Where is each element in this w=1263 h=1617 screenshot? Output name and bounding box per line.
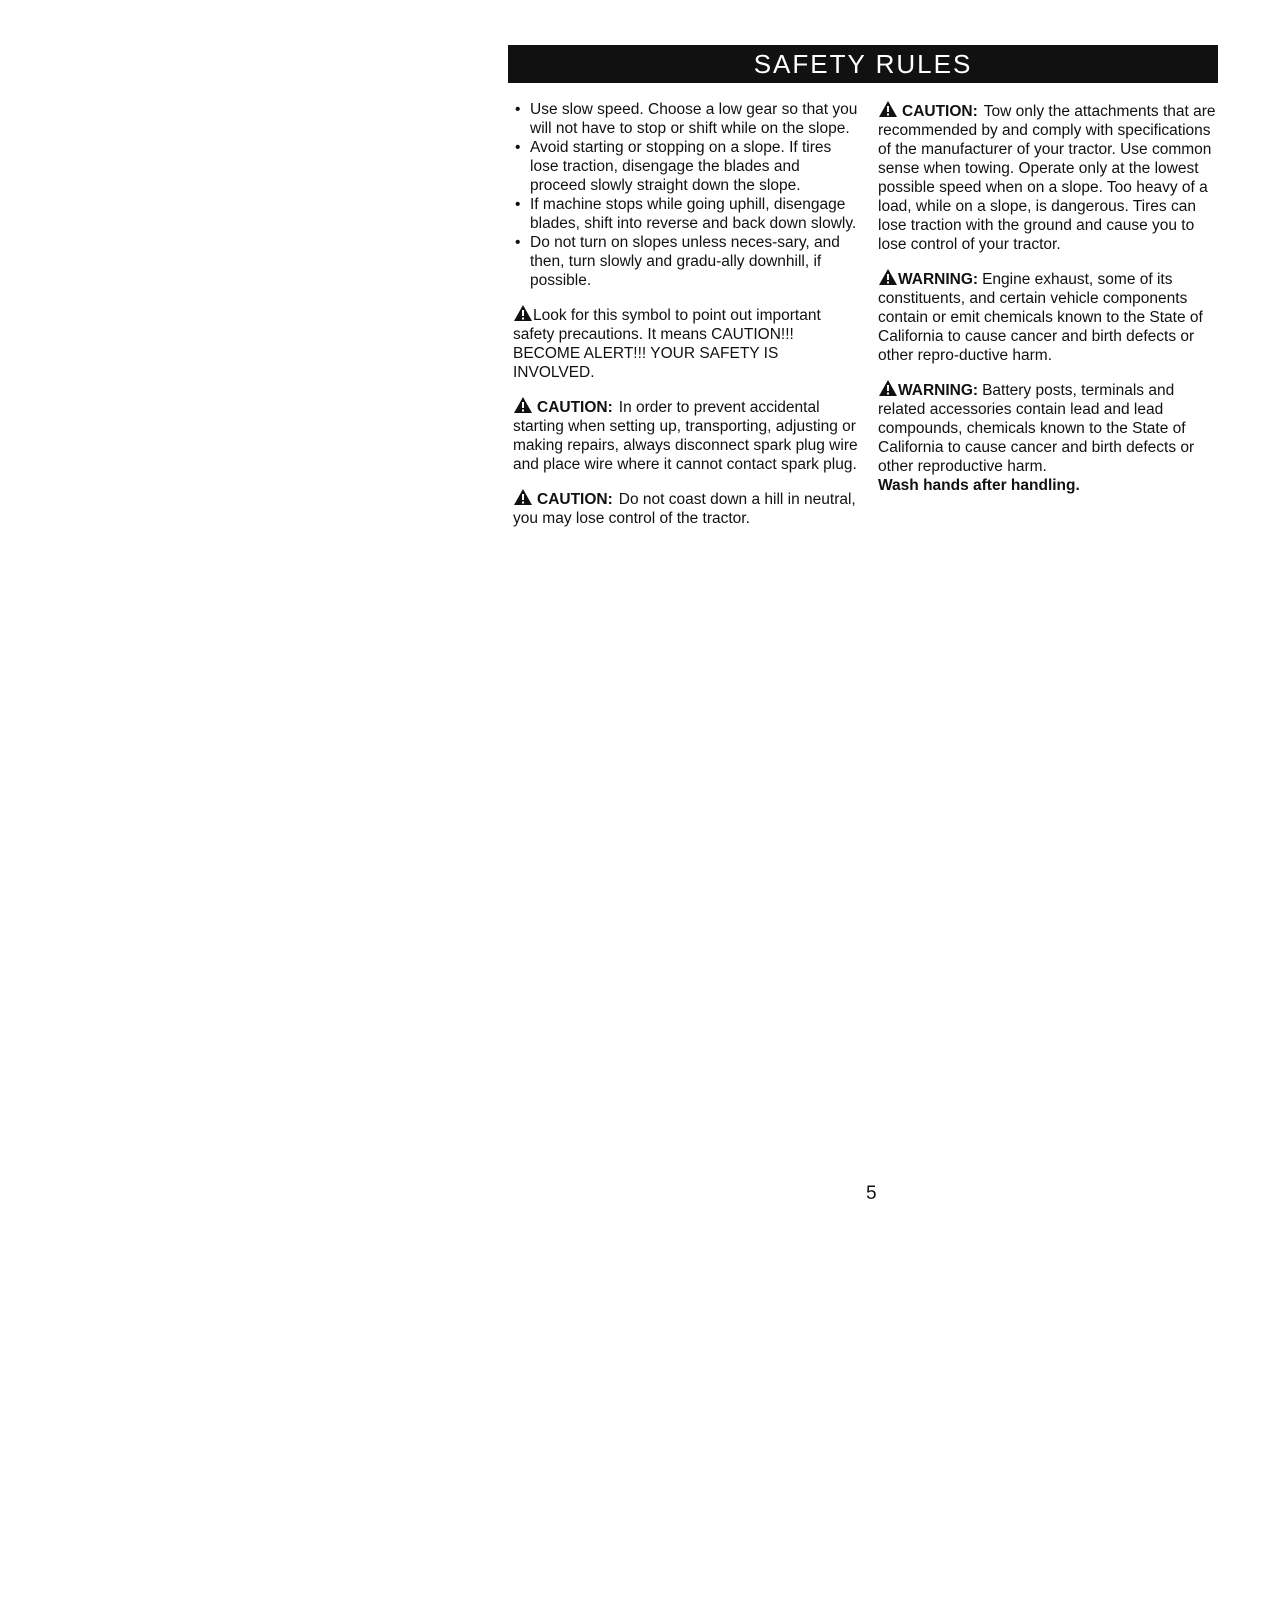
caution-label: CAUTION: bbox=[537, 491, 613, 508]
list-item: • Use slow speed. Choose a low gear so that you will not have to stop or shift while on the slope. bbox=[513, 100, 858, 138]
symbol-note-text: Look for this symbol to point out important safety precautions. It means CAUTION!!! BECOME ALERT!!! YOUR SAFETY IS INVOLVED. bbox=[513, 307, 821, 381]
safety-alert-triangle-icon bbox=[878, 379, 898, 397]
caution-coast-block bbox=[513, 488, 858, 528]
slope-rules-list bbox=[513, 100, 858, 290]
page-number: 5 bbox=[866, 1183, 877, 1204]
caution-text: Tow only the attachments that are recommended by and comply with specifications of the manufacturer of your tractor. Use common sense when towing. Operate only at the lowest possible speed when on a slope. Too heavy of a load, while on a slope, is dangerous. Tires can lose traction with the ground and cause you to lose control of your tractor. bbox=[878, 103, 1216, 253]
caution-label: CAUTION: bbox=[537, 399, 613, 416]
list-item: • If machine stops while going uphill, disengage blades, shift into reverse and back down slowly. bbox=[513, 195, 858, 233]
warning-text: Engine exhaust, some of its constituents, and certain vehicle components contain or emit chemicals known to the State of California to cause cancer and birth defects or other repro-ductive harm. bbox=[878, 271, 1203, 364]
warning-text: Battery posts, terminals and related accessories contain lead and lead compounds, chemicals known to the State of California to cause cancer and birth defects or other reproductive harm. bbox=[878, 382, 1195, 475]
caution-towing-block bbox=[878, 100, 1218, 254]
wash-hands-note: Wash hands after handling. bbox=[878, 477, 1080, 494]
section-header bbox=[508, 45, 1218, 83]
list-item: • Avoid starting or stopping on a slope. If tires lose traction, disengage the blades and proceed slowly straight down the slope. bbox=[513, 138, 858, 195]
caution-text: In order to prevent accidental starting when setting up, transporting, adjusting or making repairs, always disconnect spark plug wire and place wire where it cannot contact spark plug. bbox=[513, 399, 858, 473]
caution-setup-block bbox=[513, 396, 858, 474]
safety-alert-triangle-icon bbox=[878, 100, 898, 118]
caution-label: CAUTION: bbox=[902, 103, 978, 120]
left-column bbox=[513, 100, 858, 528]
safety-alert-triangle-icon bbox=[513, 304, 533, 322]
caution-text: Do not coast down a hill in neutral, you may lose control of the tractor. bbox=[513, 491, 856, 527]
warning-label: WARNING: bbox=[898, 271, 979, 288]
right-column bbox=[878, 100, 1218, 495]
list-item: • Do not turn on slopes unless neces-sary, and then, turn slowly and gradu-ally downhill, if possible. bbox=[513, 233, 858, 290]
section-title: SAFETY RULES bbox=[753, 48, 973, 79]
warning-battery-block bbox=[878, 379, 1218, 495]
symbol-note bbox=[513, 304, 858, 382]
safety-alert-triangle-icon bbox=[513, 396, 533, 414]
warning-exhaust-block bbox=[878, 268, 1218, 365]
safety-alert-triangle-icon bbox=[878, 268, 898, 286]
safety-alert-triangle-icon bbox=[513, 488, 533, 506]
warning-label: WARNING: bbox=[898, 382, 979, 399]
